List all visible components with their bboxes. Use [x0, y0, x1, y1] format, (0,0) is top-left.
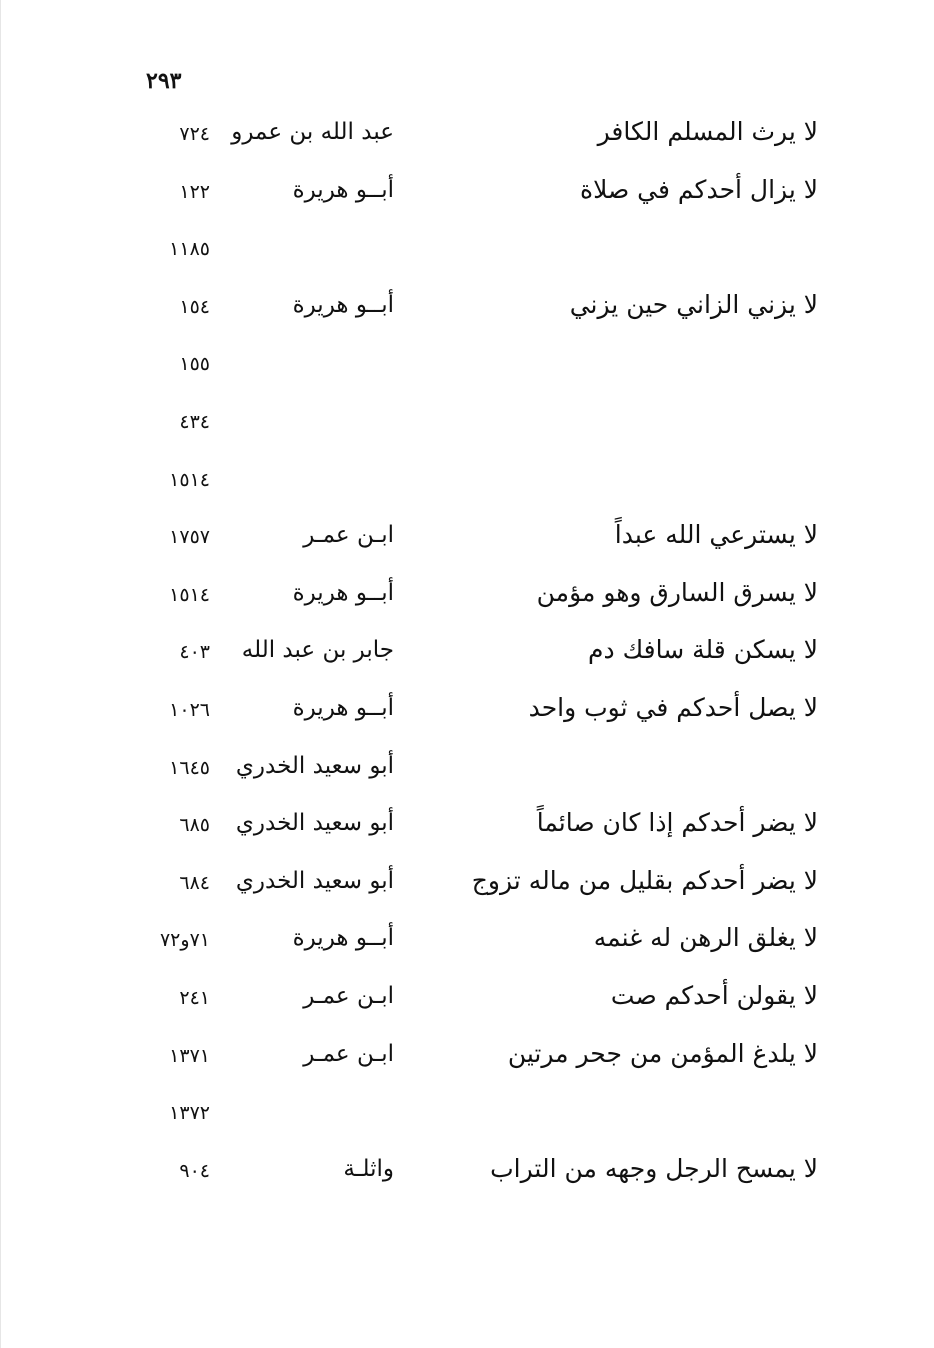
narrator-name: واثلـة — [343, 1155, 394, 1182]
hadith-number: ١١٨٥ — [169, 238, 210, 261]
hadith-number: ١٥١٤ — [169, 468, 210, 491]
hadith-number: ١٥١٤ — [169, 583, 210, 606]
narrator-name: عبد الله بن عمرو — [231, 119, 394, 145]
index-row — [0, 686, 934, 744]
hadith-number: ١٦٤٥ — [169, 756, 210, 779]
narrator-name: جابر بن عبد الله — [241, 637, 394, 664]
hadith-text: لا يرث المسلم الكافر — [597, 117, 818, 146]
narrator-name: أبــو هريرة — [292, 176, 394, 203]
index-row — [0, 1032, 934, 1090]
narrator-name: ابـن عمـر — [303, 982, 394, 1009]
hadith-text: لا يمسح الرجل وجهه من التراب — [490, 1153, 818, 1183]
hadith-text: لا يضر أحدكم بقليل من ماله تزوج — [471, 865, 818, 895]
index-row — [0, 974, 934, 1032]
index-row — [0, 628, 934, 686]
index-row — [0, 225, 934, 283]
hadith-number: ٦٨٥ — [179, 814, 210, 837]
hadith-text: لا يغلق الرهن له غنمه — [593, 923, 818, 953]
index-row — [0, 513, 934, 571]
narrator-name: أبــو هريرة — [292, 579, 394, 606]
hadith-text: لا يسكن قلة سافك دم — [588, 635, 818, 665]
hadith-number: ١٢٢ — [179, 180, 210, 203]
hadith-number: ٩٠٤ — [179, 1159, 210, 1182]
narrator-name: ابـن عمـر — [303, 1040, 394, 1067]
index-row — [0, 571, 934, 629]
hadith-text: لا يضر أحدكم إذا كان صائماً — [536, 808, 818, 838]
hadith-number: ٧١و٧٢ — [159, 929, 210, 952]
hadith-text: لا يسترعي الله عبداً — [614, 520, 818, 550]
hadith-text: لا يصل أحدكم في ثوب واحد — [528, 692, 818, 722]
hadith-number: ١٥٥ — [179, 353, 210, 376]
hadith-number: ٢٤١ — [179, 986, 210, 1009]
index-row — [0, 283, 934, 341]
hadith-text: لا يقولن أحدكم صت — [610, 980, 818, 1010]
hadith-text: لا يزال أحدكم في صلاة — [579, 174, 818, 204]
hadith-number: ٤٠٣ — [179, 641, 210, 664]
hadith-index-table — [0, 110, 934, 1204]
page-number: ٢٩٣ — [146, 68, 182, 94]
hadith-number: ٧٢٤ — [179, 123, 210, 145]
index-row — [0, 801, 934, 859]
hadith-number: ١٠٢٦ — [169, 698, 210, 721]
narrator-name: أبو سعيد الخدري — [235, 752, 394, 779]
hadith-text: لا يلدغ المؤمن من جحر مرتين — [507, 1038, 818, 1068]
index-row — [0, 340, 934, 398]
narrator-name: ابـن عمـر — [303, 522, 394, 549]
index-row — [0, 744, 934, 802]
index-row — [0, 398, 934, 456]
index-row — [0, 916, 934, 974]
narrator-name: أبــو هريرة — [292, 694, 394, 721]
hadith-number: ٦٨٤ — [179, 871, 210, 894]
hadith-number: ١٥٤ — [179, 295, 210, 318]
hadith-number: ١٣٧٢ — [169, 1102, 210, 1125]
index-row — [0, 456, 934, 514]
hadith-number: ١٧٥٧ — [169, 526, 210, 549]
narrator-name: أبو سعيد الخدري — [235, 810, 394, 837]
hadith-number: ١٣٧١ — [169, 1044, 210, 1067]
hadith-text: لا يزني الزاني حين يزني — [569, 289, 818, 319]
index-row — [0, 168, 934, 226]
narrator-name: أبــو هريرة — [292, 291, 394, 318]
narrator-name: أبو سعيد الخدري — [235, 867, 394, 894]
index-row — [0, 110, 934, 168]
index-row — [0, 1147, 934, 1205]
hadith-text: لا يسرق السارق وهو مؤمن — [536, 577, 818, 607]
narrator-name: أبــو هريرة — [292, 925, 394, 952]
index-row — [0, 859, 934, 917]
index-row — [0, 1089, 934, 1147]
hadith-number: ٤٣٤ — [179, 410, 210, 433]
